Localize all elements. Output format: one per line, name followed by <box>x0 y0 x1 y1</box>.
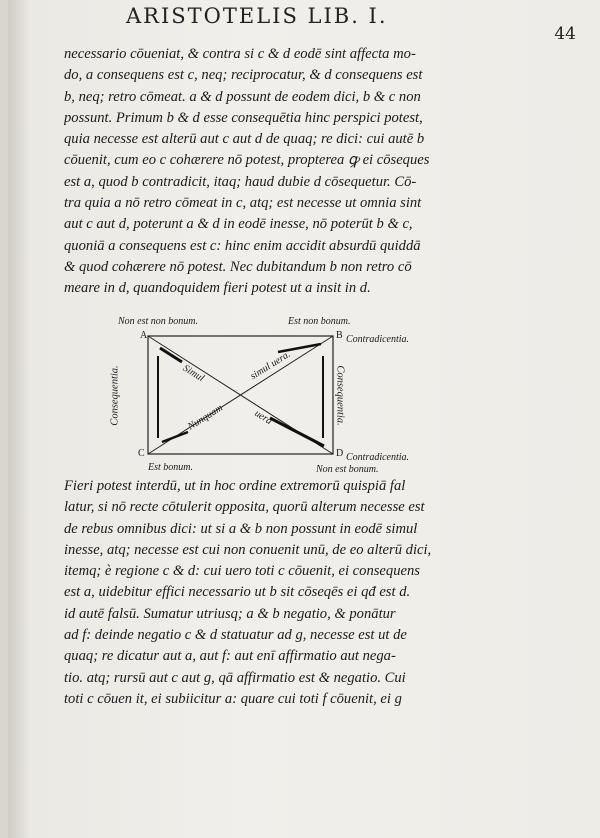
caption-top-left: Non est non bonum. <box>118 316 198 327</box>
thick-stroke <box>162 432 188 442</box>
text-line: possunt. Primum b & d esse consequētia hinc perspici potest, <box>64 109 423 126</box>
text-line: quaq; re dicatur aut a, aut f: aut enī affirmatio aut nega- <box>64 648 396 665</box>
text-line: Fieri potest interdū, ut in hoc ordine extremorū quispiā fal <box>64 478 406 494</box>
text-line: toti c cōuen it, ei subiicitur a: quare cui toti f cōuenit, ei g <box>64 690 402 707</box>
label-uera: uera <box>252 407 274 428</box>
text-line: quoniā a consequens est c: hinc enim accidit absurdū quiddā <box>64 237 421 254</box>
text-line: id autē falsū. Sumatur utriusq; a & b negatio, & ponātur <box>64 605 396 622</box>
corner-letter-a: A <box>140 330 148 341</box>
text-line: inesse, atq; necesse est cui non conuenit unū, de eo alterū dici, <box>64 541 432 558</box>
label-consequentia-left: Consequentia. <box>109 365 121 426</box>
square-of-opposition-figure <box>109 314 418 478</box>
book-page <box>8 0 600 838</box>
running-head: ARISTOTELIS LIB. I. <box>126 4 388 28</box>
paragraph-1 <box>64 44 459 300</box>
text-line: quia necesse est alterū aut c aut d de quaq; re dici: cui autē b <box>64 131 425 148</box>
thick-stroke <box>270 418 324 446</box>
text-line: est a, quod b contradicit, itaq; haud dubie d cōsequetur. Cō- <box>64 173 417 190</box>
label-simul: Simul <box>180 362 206 385</box>
text-line: ad f: deinde negatio c & d statuatur ad g, necesse est ut de <box>64 627 407 644</box>
text-line: & quod cohærere nō potest. Nec dubitandum b non retro cō <box>64 258 412 275</box>
text-line: aut c aut d, poterunt a & d in eodē inesse, nō poterūt b & c, <box>64 216 413 233</box>
text-line: tra quia a nō retro cōmeat in c, atq; est necesse ut omnia sint <box>64 195 422 212</box>
caption-top-right: Est non bonum. <box>288 316 351 327</box>
label-contradicentia-top: Contradicentia. <box>346 334 410 345</box>
text-line: necessario cōueniat, & contra si c & d eodē sint affecta mo- <box>64 46 416 62</box>
corner-letter-d: D <box>336 448 344 459</box>
text-line: do, a consequens est c, neq; reciprocatur, & d consequens est <box>64 67 423 84</box>
label-contradicentia-bottom: Contradicentia. <box>346 452 410 463</box>
text-line: itemq; è regione c & d: cui uero toti c cōuenit, ei consequens <box>64 563 420 580</box>
caption-bottom-left: Est bonum. <box>148 462 193 473</box>
label-simul-uera: simul uera. <box>248 348 293 383</box>
text-line: tio. atq; rursū aut c aut g, qā affirmatio est & negatio. Cui <box>64 669 406 686</box>
text-line: latur, si nō recte cōtulerit opposita, quorū alterum necesse est <box>64 499 425 516</box>
corner-letter-b: B <box>336 330 343 341</box>
text-line: b, neq; retro cōmeat. a & d possunt de eodem dici, b & c non <box>64 88 421 105</box>
corner-letter-c: C <box>138 448 145 459</box>
page-number: 44 <box>554 24 576 44</box>
text-line: meare in d, quandoquidem fieri potest ut a insit in d. <box>64 280 371 297</box>
label-consequentia-right: Consequentia. <box>334 365 346 426</box>
label-nunquam: Nunquam <box>186 402 225 433</box>
caption-bottom-right: Non est bonum. <box>316 464 379 475</box>
text-line: est a, uidebitur effici necessario ut b sit cōseqēs ei qđ est d. <box>64 584 411 601</box>
text-line: de rebus omnibus dici: ut si a & b non possunt in eodē simul <box>64 520 418 537</box>
paragraph-2 <box>64 476 459 710</box>
text-line: cōuenit, cum eo c cohærere nō potest, propterea ꝙ ei cōseques <box>64 152 430 169</box>
